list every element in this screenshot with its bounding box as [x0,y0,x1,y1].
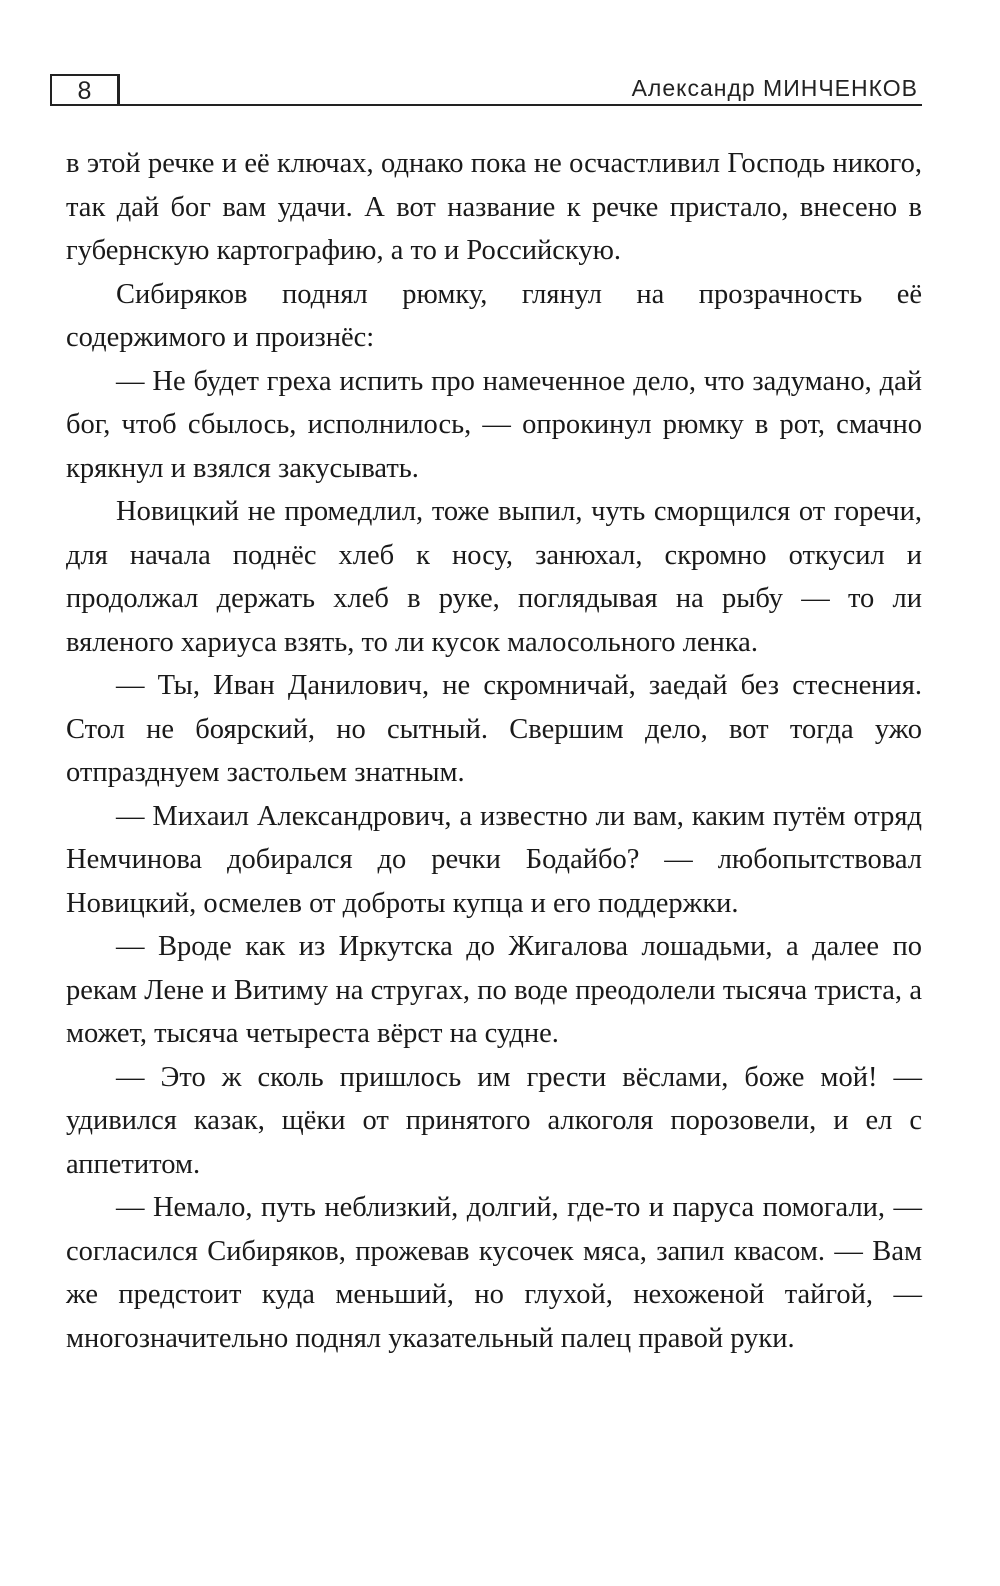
paragraph: — Не будет греха испить про намеченное дело, что задумано, дай бог, чтоб сбылось, исполнилось, — опрокинул рюмку в рот, смачно крякнул и взялся закусывать. [66,365,922,484]
paragraph: — Михаил Александрович, а известно ли вам, каким путём отряд Немчинова добирался до речки Бодайбо? — любопытствовал Новицкий, осмелев от доброты купца и его поддержки. [66,800,922,919]
paragraph: — Немало, путь неблизкий, долгий, где-то и паруса помогали, — согласился Сибиряков, прожевав кусочек мяса, запил квасом. — Вам же предстоит куда меньший, но глухой, нехоженой тайгой, — многозначительно поднял указательный палец правой руки. [66,1192,922,1354]
paragraph: — Вроде как из Иркутска до Жигалова лошадьми, а далее по рекам Лене и Витиму на стругах, по воде преодолели тысяча триста, а может, тысяча четыреста вёрст на судне. [66,931,922,1049]
paragraph: — Это ж сколь пришлось им грести вёслами, боже мой! — удивился казак, щёки от принятого алкоголя порозовели, и ел с аппетитом. [66,1061,922,1180]
paragraph: — Ты, Иван Данилович, не скромничай, заедай без стеснения. Стол не боярский, но сытный. Свершим дело, вот тогда ужо отпразднуем застольем знатным. [66,670,922,788]
header-rule [120,104,922,106]
paragraph: Новицкий не промедлил, тоже выпил, чуть сморщился от горечи, для начала поднёс хлеб к носу, занюхал, скромно откусил и продолжал держать хлеб в руке, поглядывая на рыбу — то ли вяленого хариуса взять, то ли кусок малосольного ленка. [66,496,922,658]
page-number-box [50,74,120,106]
paragraph: в этой речке и её ключах, однако пока не осчастливил Господь никого, так дай бог вам удачи. А вот название к речке пристало, внесено в губернскую картографию, а то и Российскую. [66,148,922,266]
running-head: Александр МИНЧЕНКОВ [631,75,918,101]
page-number: 8 [77,77,92,105]
page-header [50,74,922,108]
body-text [66,142,922,1360]
paragraph: Сибиряков поднял рюмку, глянул на прозрачность её содержимого и произнёс: [66,278,922,353]
